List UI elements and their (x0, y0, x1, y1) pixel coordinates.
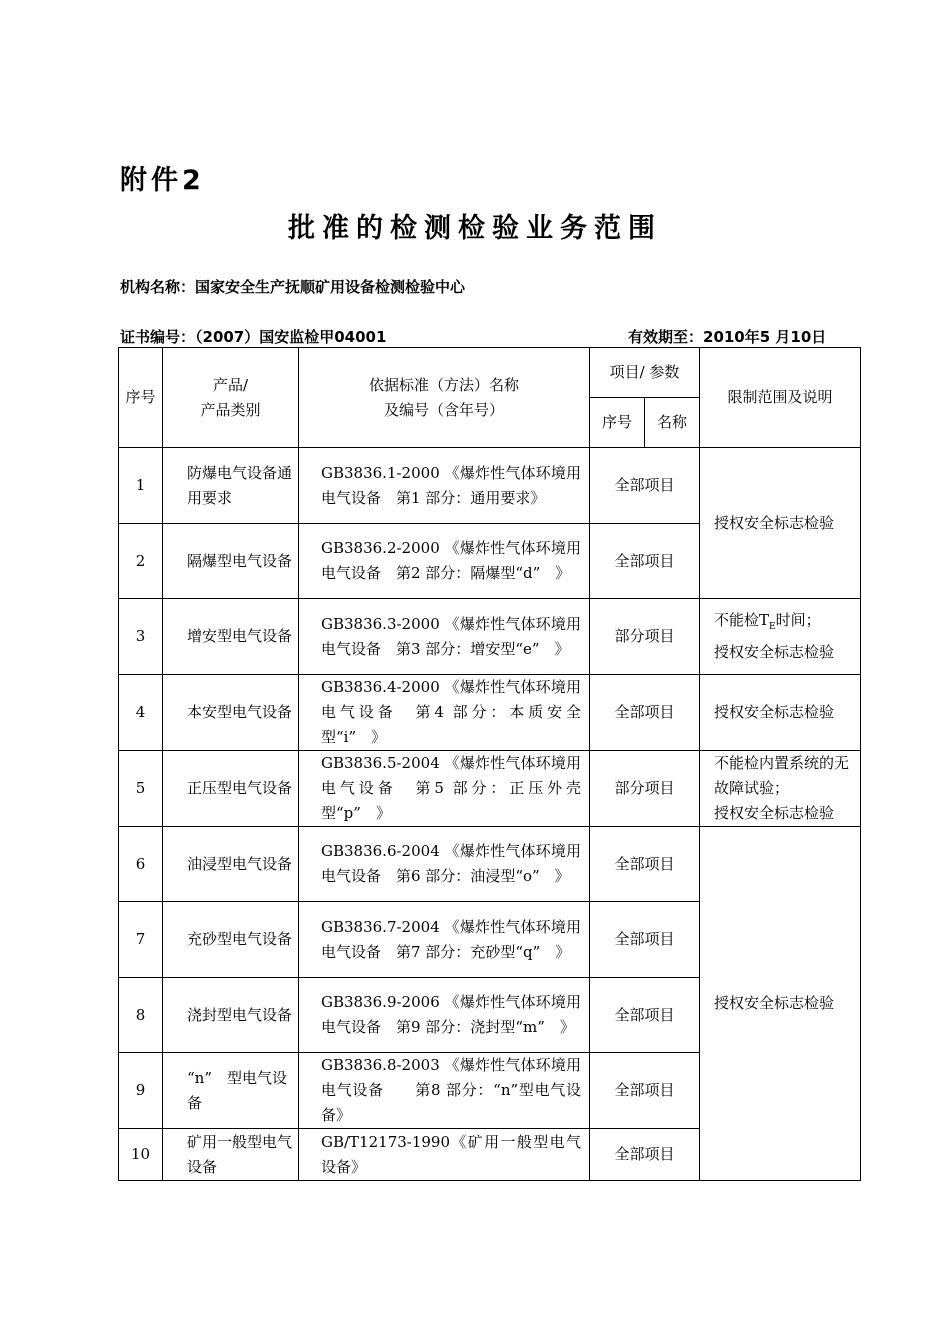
page-title: 批准的检测检验业务范围 (288, 213, 662, 244)
organization-name: 机构名称：国家安全生产抚顺矿用设备检测检验中心 (120, 278, 466, 296)
row-product: “n” 型电气设备 (163, 1053, 299, 1129)
validity-date: 有效期至：2010年5 月10日 (628, 328, 827, 346)
limit-row-4: 授权安全标志检验 (700, 675, 861, 751)
row-scope: 全部项目 (590, 1053, 700, 1129)
row-scope: 全部项目 (590, 1129, 700, 1181)
row-scope: 全部项目 (590, 448, 700, 524)
row-number: 5 (119, 751, 163, 827)
row-standard: GB3836.5-2004 《爆炸性气体环境用电气设备 第5 部分：正压外壳型“p” 》 (299, 751, 590, 827)
limit-row-3-prefix: 不能检T (714, 611, 770, 629)
row-number: 4 (119, 675, 163, 751)
row-number: 6 (119, 827, 163, 902)
limit-row-3-suffix: 时间； (775, 611, 821, 629)
limit-rows-1-2: 授权安全标志检验 (700, 448, 861, 599)
row-scope: 全部项目 (590, 827, 700, 902)
certificate-number: 证书编号：（2007）国安监检甲04001 (120, 328, 387, 346)
header-items-name: 名称 (645, 398, 700, 448)
row-standard: GB3836.1-2000 《爆炸性气体环境用电气设备 第1 部分：通用要求》 (299, 448, 590, 524)
row-number: 7 (119, 902, 163, 978)
row-standard: GB/T12173-1990《矿用一般型电气设备》 (299, 1129, 590, 1181)
row-number: 8 (119, 978, 163, 1053)
row-product: 油浸型电气设备 (163, 827, 299, 902)
limit-row-3-line2: 授权安全标志检验 (714, 643, 835, 661)
header-product: 产品/ 产品类别 (163, 348, 299, 448)
header-seq: 序号 (119, 348, 163, 448)
row-standard: GB3836.2-2000 《爆炸性气体环境用电气设备 第2 部分：隔爆型“d” 》 (299, 524, 590, 599)
header-items: 项目/ 参数 (590, 348, 700, 398)
row-product: 本安型电气设备 (163, 675, 299, 751)
row-scope: 全部项目 (590, 978, 700, 1053)
row-product: 充砂型电气设备 (163, 902, 299, 978)
row-product: 正压型电气设备 (163, 751, 299, 827)
row-product: 隔爆型电气设备 (163, 524, 299, 599)
row-product: 矿用一般型电气设备 (163, 1129, 299, 1181)
limit-row-3-subscript: E (769, 622, 776, 632)
header-items-seq: 序号 (590, 398, 645, 448)
row-number: 3 (119, 599, 163, 675)
row-standard: GB3836.8-2003 《爆炸性气体环境用电气设备 第8 部分：“n”型电气设备》 (299, 1053, 590, 1129)
row-product: 增安型电气设备 (163, 599, 299, 675)
row-scope: 部分项目 (590, 751, 700, 827)
row-scope: 部分项目 (590, 599, 700, 675)
row-scope: 全部项目 (590, 524, 700, 599)
scope-table (118, 347, 861, 1181)
row-product: 防爆电气设备通用要求 (163, 448, 299, 524)
header-limit: 限制范围及说明 (700, 348, 861, 448)
row-scope: 全部项目 (590, 902, 700, 978)
row-scope: 全部项目 (590, 675, 700, 751)
row-standard: GB3836.3-2000 《爆炸性气体环境用电气设备 第3 部分：增安型“e” 》 (299, 599, 590, 675)
row-number: 2 (119, 524, 163, 599)
row-number: 9 (119, 1053, 163, 1129)
row-product: 浇封型电气设备 (163, 978, 299, 1053)
row-number: 10 (119, 1129, 163, 1181)
limit-row-3 (700, 599, 861, 675)
row-number: 1 (119, 448, 163, 524)
row-standard: GB3836.9-2006 《爆炸性气体环境用电气设备 第9 部分：浇封型“m” 》 (299, 978, 590, 1053)
limit-row-5: 不能检内置系统的无故障试验； 授权安全标志检验 (700, 751, 861, 827)
row-standard: GB3836.6-2004 《爆炸性气体环境用电气设备 第6 部分：油浸型“o” 》 (299, 827, 590, 902)
limit-rows-6-10: 授权安全标志检验 (700, 827, 861, 1181)
row-standard: GB3836.7-2004 《爆炸性气体环境用电气设备 第7 部分：充砂型“q” 》 (299, 902, 590, 978)
header-standard: 依据标准（方法）名称 及编号（含年号） (299, 348, 590, 448)
attachment-label: 附件2 (120, 165, 205, 196)
row-standard: GB3836.4-2000 《爆炸性气体环境用电气设备 第4 部分：本质安全型“i” 》 (299, 675, 590, 751)
